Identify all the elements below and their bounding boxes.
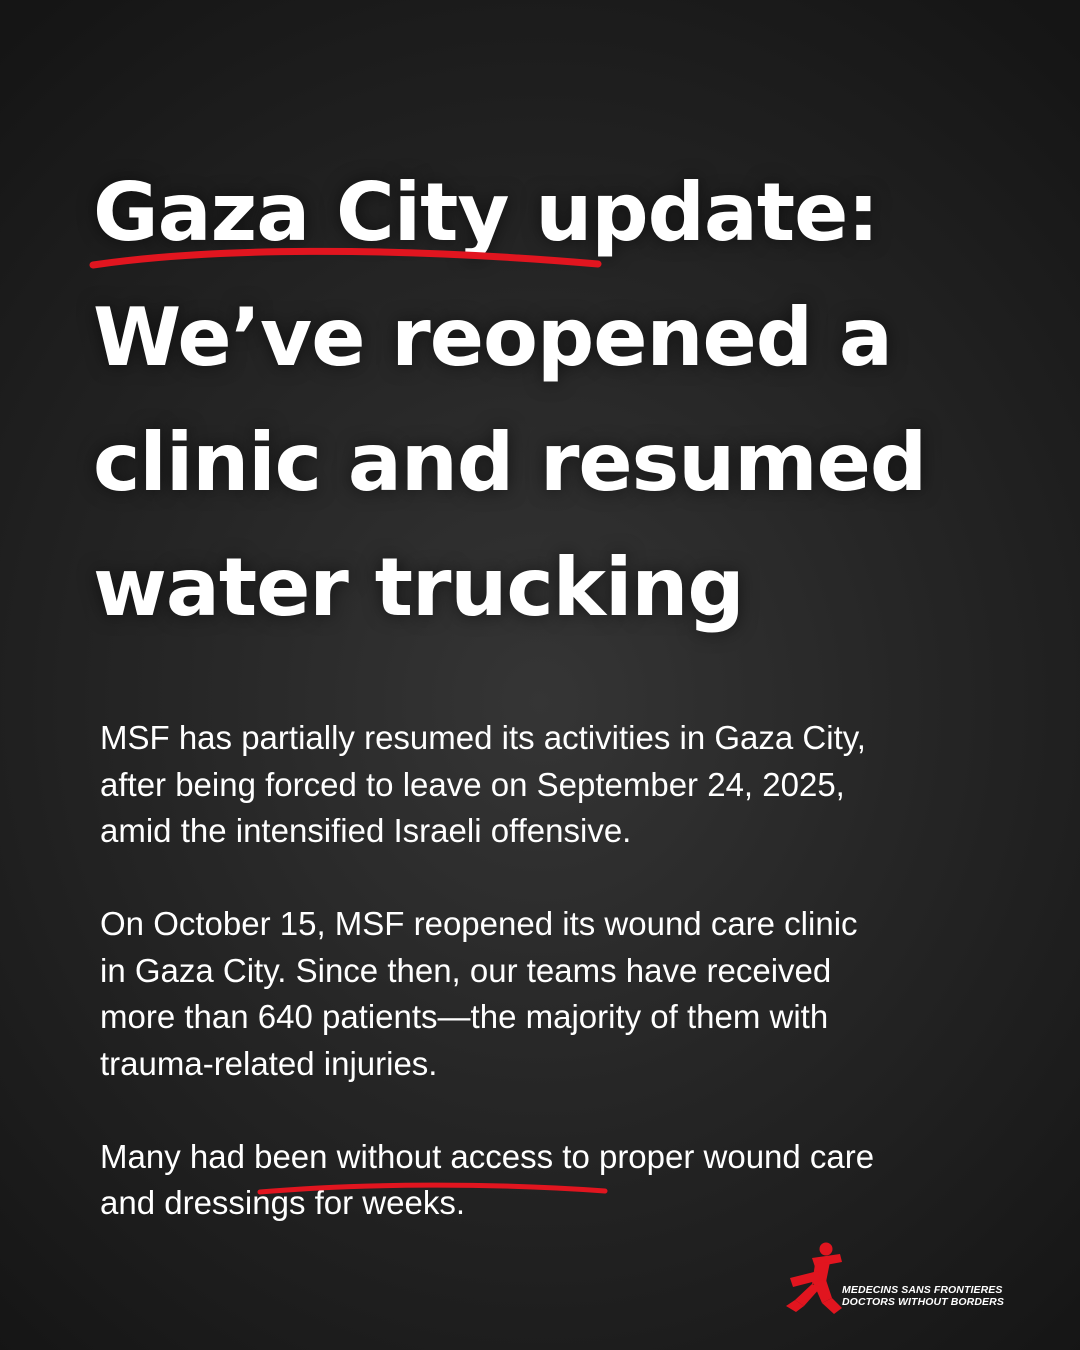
msf-wordmark bbox=[842, 1284, 1032, 1308]
body-line: amid the intensified Israeli offensive. bbox=[100, 812, 632, 849]
logo-text-line: MEDECINS SANS FRONTIERES bbox=[842, 1284, 1003, 1296]
body-line: Many had been without access to proper wound care bbox=[100, 1137, 875, 1175]
body-paragraph bbox=[100, 901, 990, 1087]
msf-logo bbox=[782, 1240, 1032, 1320]
headline-line: Gaza City update: bbox=[93, 166, 879, 259]
body-line: after being forced to leave on September 24, 2025, bbox=[100, 765, 845, 803]
headline-line: We’ve reopened a bbox=[93, 291, 892, 384]
body-underline-stroke bbox=[255, 1178, 610, 1202]
body-line: and dressings for weeks. bbox=[100, 1184, 466, 1221]
headline-line: water trucking bbox=[93, 541, 744, 634]
headline bbox=[93, 150, 1053, 650]
body-line: more than 640 patients—the majority of them with bbox=[100, 998, 829, 1035]
body-line: MSF has partially resumed its activities in Gaza City, bbox=[100, 719, 866, 756]
headline-line: clinic and resumed bbox=[93, 416, 927, 509]
body-line: trauma-related injuries. bbox=[100, 1044, 438, 1082]
body-line: in Gaza City. Since then, our teams have received bbox=[100, 951, 832, 989]
headline-underline-stroke bbox=[88, 240, 603, 276]
logo-text-line: DOCTORS WITHOUT BORDERS bbox=[842, 1296, 1004, 1308]
body-paragraph bbox=[100, 715, 990, 855]
body-line: On October 15, MSF reopened its wound care clinic bbox=[100, 905, 858, 942]
